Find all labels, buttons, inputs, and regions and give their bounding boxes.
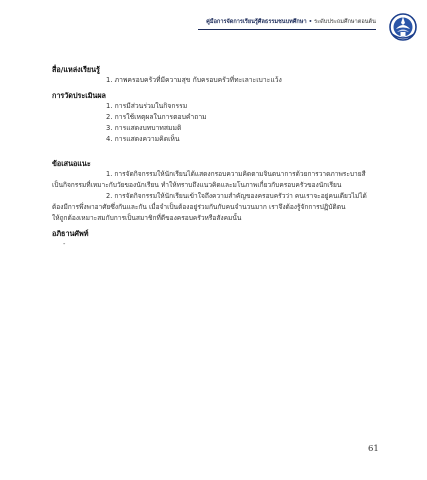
evaluation-heading: การวัดประเมินผล bbox=[52, 91, 106, 100]
emblem-logo-icon bbox=[388, 12, 418, 42]
header-separator: • bbox=[308, 19, 313, 25]
suggestion-paragraph-2-line-2: ต้องมีการพึ่งพาอาศัยซึ่งกันและกัน เมื่อจำเป็นต้องอยู่ร่วมกันกับคนจำนวนมาก เราจึงต้องรู้จักการปฏิบัติตน bbox=[52, 203, 346, 211]
suggestion-paragraph-2-line-3: ให้ถูกต้องเหมาะสมกับการเป็นสมาชิกที่ดีของครอบครัวหรือสังคมนั้น bbox=[52, 214, 242, 222]
media-heading: สื่อ/แหล่งเรียนรู้ bbox=[52, 65, 100, 74]
header-rule bbox=[198, 29, 376, 30]
media-item: 1. ภาพครอบครัวที่มีความสุข กับครอบครัวที่ทะเลาะเบาะแว้ง bbox=[106, 76, 282, 84]
header-subtitle: ระดับประถมศึกษาตอนต้น bbox=[314, 19, 376, 25]
page-content bbox=[52, 64, 382, 250]
evaluation-item: 1. การมีส่วนร่วมในกิจกรรม bbox=[106, 102, 188, 110]
suggestion-paragraph-1-line-1: 1. การจัดกิจกรรมให้นักเรียนได้แสดงกรอบความคิดตามจินตนาการด้วยการวาดภาพระบายสี bbox=[106, 170, 366, 178]
header-title: คู่มือการจัดการเรียนรู้ศีลธรรมชนบทศึกษา bbox=[206, 19, 307, 25]
evaluation-item: 4. การแสดงความคิดเห็น bbox=[106, 135, 180, 143]
glossary-heading: อภิธานศัพท์ bbox=[52, 229, 89, 238]
suggestion-paragraph-2-line-1: 2. การจัดกิจกรรมให้นักเรียนเข้าใจถึงความสำคัญของครอบครัวว่า คนเราจะอยู่คนเดียวไม่ได้ bbox=[106, 192, 367, 200]
evaluation-item: 2. การใช้เหตุผลในการตอบคำถาม bbox=[106, 113, 207, 121]
header-text bbox=[206, 18, 376, 26]
suggestion-paragraph-1-line-2: เป็นกิจกรรมที่เหมาะกับวัยของนักเรียน ทำให้ทราบถึงแนวคิดและมโนภาพเกี่ยวกับครอบครัวของนักเรียน bbox=[52, 181, 342, 189]
glossary-placeholder: - bbox=[63, 240, 66, 248]
page-header bbox=[120, 12, 420, 36]
page-number: 61 bbox=[368, 444, 379, 454]
evaluation-item: 3. การแสดงบทบาทสมมติ bbox=[106, 124, 182, 132]
suggestions-heading: ข้อเสนอแนะ bbox=[52, 159, 91, 168]
